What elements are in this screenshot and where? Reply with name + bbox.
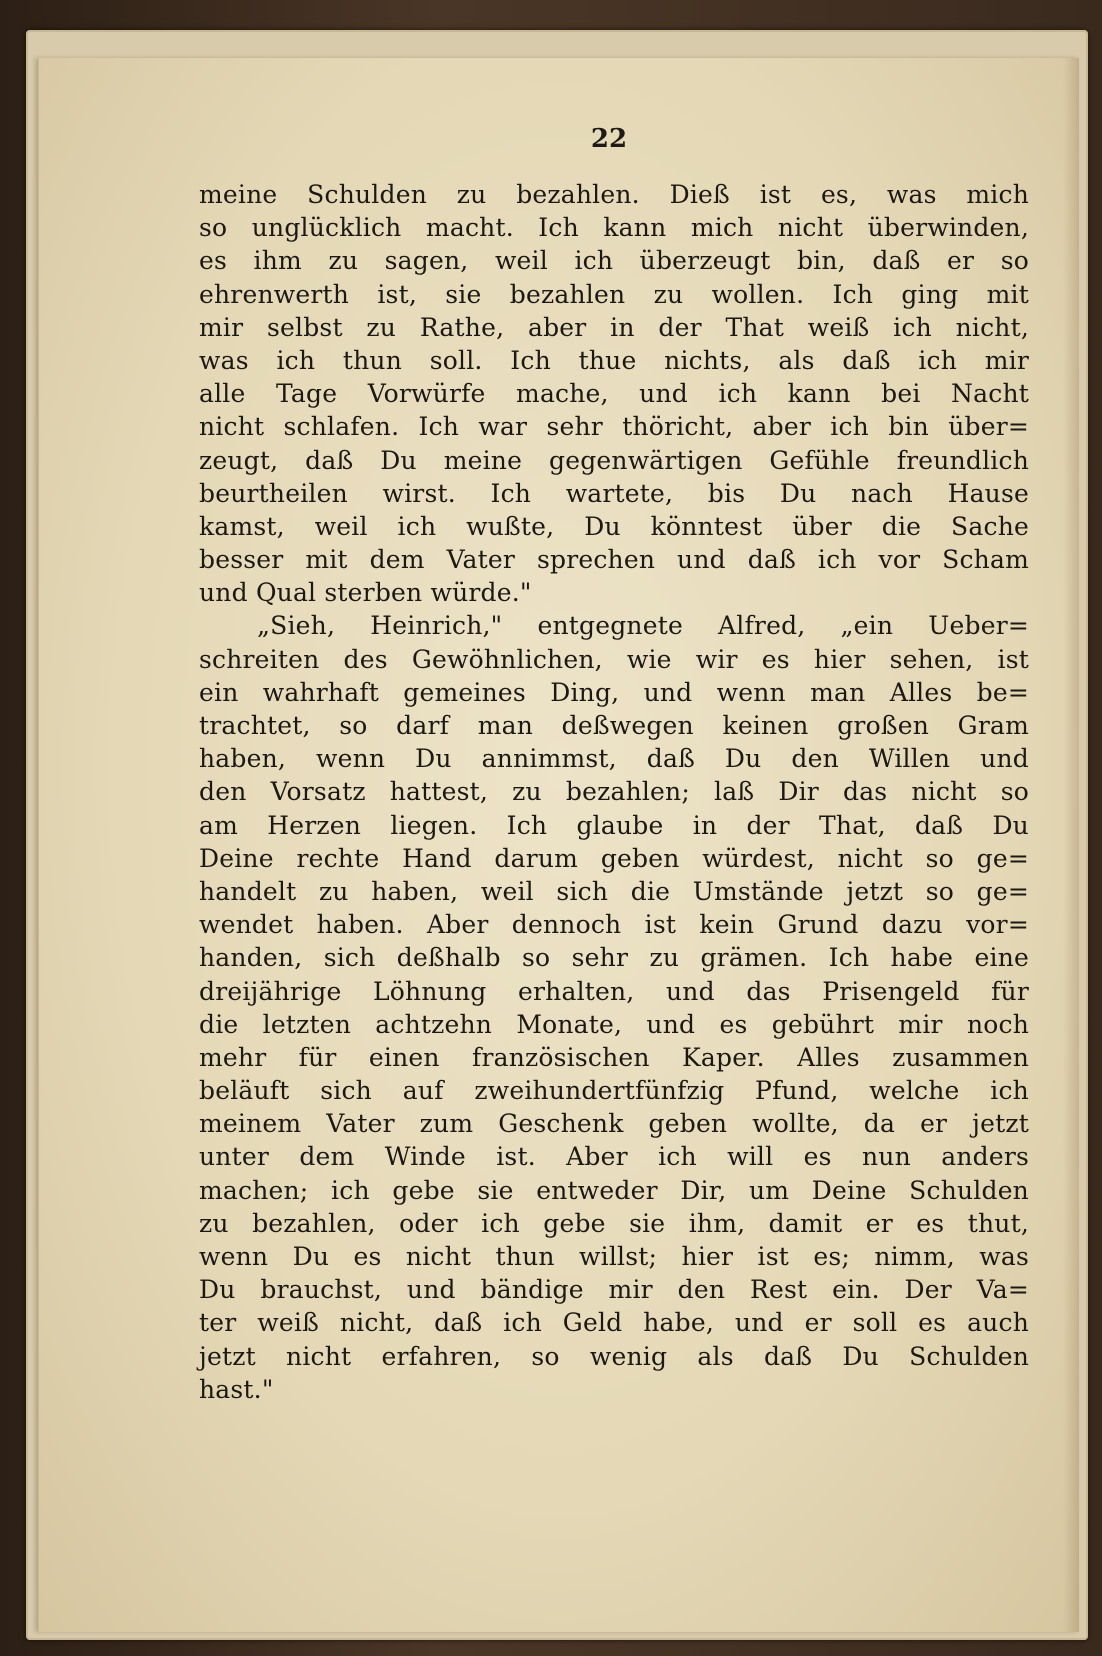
text-line: wenn Du es nicht thun willst; hier ist es; nimm, was — [199, 1242, 1029, 1271]
text-line: den Vorsatz hattest, zu bezahlen; laß Dir das nicht so — [199, 777, 1029, 807]
text-line: ein wahrhaft gemeines Ding, und wenn man Alles be= — [199, 677, 1029, 707]
text-line: die letzten achtzehn Monate, und es gebührt mir noch — [199, 1009, 1029, 1039]
text-line: beläuft sich auf zweihundertfünfzig Pfund, welche ich — [199, 1076, 1029, 1106]
text-line: „Sieh, Heinrich," entgegnete Alfred, „ein Ueber= — [257, 611, 1029, 641]
text-line: ter weiß nicht, daß ich Geld habe, und er soll es auch — [199, 1308, 1029, 1338]
text-line: machen; ich gebe sie entweder Dir, um Deine Schulden — [199, 1175, 1029, 1205]
text-line: meinem Vater zum Geschenk geben wollte, da er jetzt — [199, 1109, 1029, 1139]
text-line: was ich thun soll. Ich thue nichts, als daß ich mir — [199, 345, 1029, 375]
text-line: beurtheilen wirst. Ich wartete, bis Du nach Hause — [199, 478, 1029, 508]
text-line: jetzt nicht erfahren, so wenig als daß Du Schulden — [199, 1341, 1029, 1371]
text-line: es ihm zu sagen, weil ich überzeugt bin, daß er so — [199, 246, 1029, 276]
text-line: kamst, weil ich wußte, Du könntest über die Sache — [199, 511, 1029, 541]
book-page — [38, 58, 1079, 1632]
text-line: zu bezahlen, oder ich gebe sie ihm, damit er es thut, — [199, 1208, 1029, 1238]
text-line: unter dem Winde ist. Aber ich will es nun anders — [199, 1142, 1029, 1172]
text-line: haben, wenn Du annimmst, daß Du den Willen und — [199, 744, 1029, 774]
text-line: dreijährige Löhnung erhalten, und das Prisengeld für — [199, 976, 1029, 1006]
text-line: schreiten des Gewöhnlichen, wie wir es hier sehen, ist — [199, 644, 1029, 674]
text-line: ehrenwerth ist, sie bezahlen zu wollen. Ich ging mit — [199, 279, 1029, 309]
body-text — [199, 178, 1029, 1406]
text-line: so unglücklich macht. Ich kann mich nicht überwinden, — [199, 213, 1029, 243]
text-line: und Qual sterben würde." — [199, 578, 532, 608]
text-line: mir selbst zu Rathe, aber in der That weiß ich nicht, — [199, 312, 1029, 342]
text-line: wendet haben. Aber dennoch ist kein Grund dazu vor= — [199, 910, 1029, 940]
text-line: besser mit dem Vater sprechen und daß ich vor Scham — [199, 545, 1029, 575]
text-line: trachtet, so darf man deßwegen keinen großen Gram — [199, 711, 1029, 740]
page-number: 22 — [590, 124, 628, 154]
text-line: handelt zu haben, weil sich die Umstände jetzt so ge= — [199, 876, 1029, 906]
text-line: zeugt, daß Du meine gegenwärtigen Gefühle freundlich — [199, 445, 1029, 475]
text-line: handen, sich deßhalb so sehr zu grämen. Ich habe eine — [199, 943, 1029, 973]
text-line: alle Tage Vorwürfe mache, und ich kann bei Nacht — [199, 379, 1029, 409]
text-line: Du brauchst, und bändige mir den Rest ein. Der Va= — [199, 1275, 1029, 1305]
text-line: nicht schlafen. Ich war sehr thöricht, aber ich bin über= — [199, 412, 1029, 442]
text-line: am Herzen liegen. Ich glaube in der That, daß Du — [199, 810, 1029, 840]
text-line: hast." — [199, 1374, 274, 1404]
text-line: mehr für einen französischen Kaper. Alles zusammen — [199, 1042, 1029, 1072]
page-edge — [1063, 58, 1079, 1632]
text-line: Deine rechte Hand darum geben würdest, nicht so ge= — [199, 843, 1029, 873]
text-line: meine Schulden zu bezahlen. Dieß ist es, was mich — [199, 180, 1029, 209]
